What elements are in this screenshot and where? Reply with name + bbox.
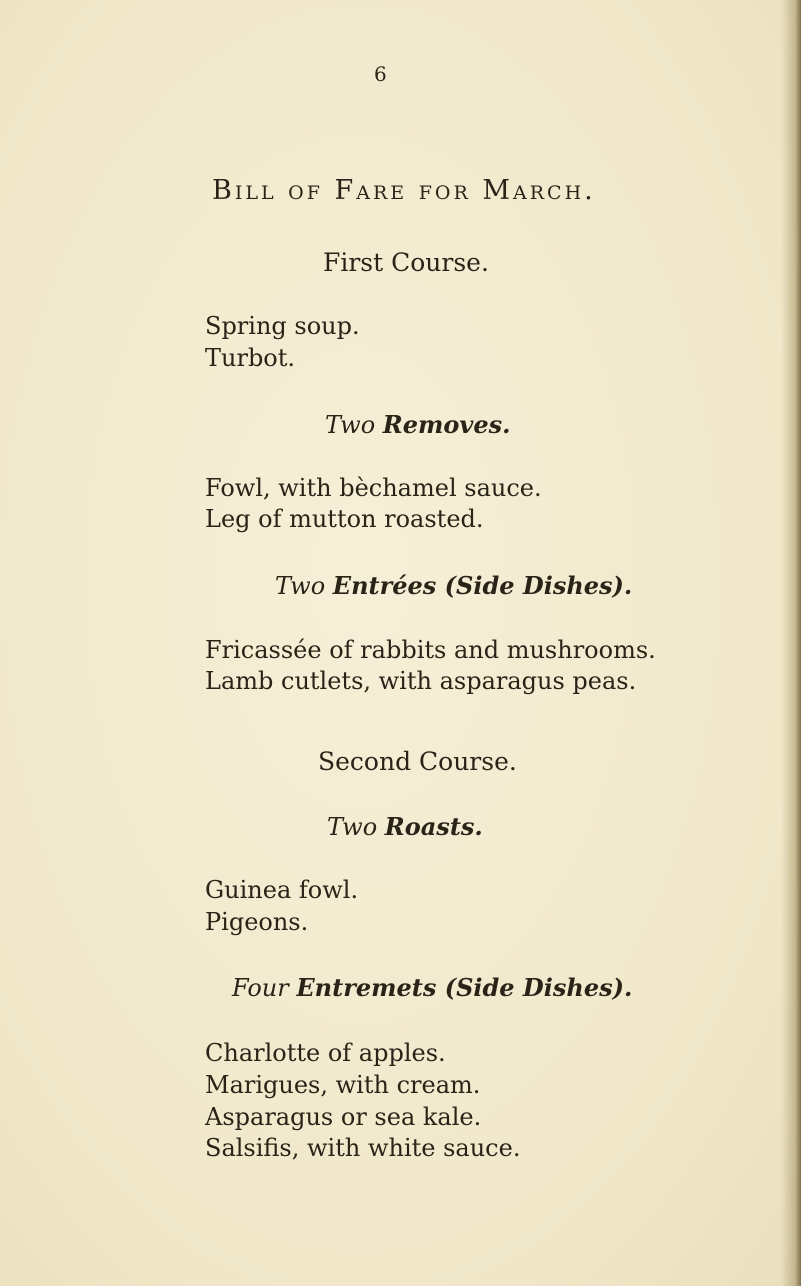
menu-item: Turbot. — [205, 344, 296, 372]
entrees-heading-prefix: Two — [275, 572, 326, 600]
second-course-heading: Second Course. — [318, 747, 517, 776]
entremets-heading-main: Entremets (Side Dishes). — [296, 973, 633, 1002]
menu-item: Pigeons. — [205, 908, 309, 936]
menu-item: Fowl, with bèchamel sauce. — [205, 474, 542, 502]
menu-item: Spring soup. — [205, 312, 360, 340]
menu-item: Charlotte of apples. — [205, 1039, 446, 1067]
menu-item: Salsifis, with white sauce. — [205, 1134, 521, 1162]
removes-heading — [325, 410, 511, 439]
menu-item: Lamb cutlets, with asparagus peas. — [205, 667, 637, 695]
page-edge-shadow — [781, 0, 801, 1286]
menu-item: Asparagus or sea kale. — [205, 1103, 482, 1131]
menu-item: Marigues, with cream. — [205, 1071, 481, 1099]
roasts-heading — [327, 812, 483, 841]
entremets-heading — [232, 973, 632, 1002]
roasts-heading-prefix: Two — [327, 813, 378, 841]
removes-heading-main: Removes. — [382, 410, 511, 439]
entremets-heading-prefix: Four — [232, 974, 289, 1002]
removes-heading-prefix: Two — [325, 411, 376, 439]
page-number: 6 — [374, 62, 387, 86]
menu-item: Fricassée of rabbits and mushrooms. — [205, 636, 656, 664]
menu-item: Guinea fowl. — [205, 876, 359, 904]
first-course-heading: First Course. — [323, 248, 489, 277]
entrees-heading — [275, 571, 632, 600]
roasts-heading-main: Roasts. — [384, 812, 483, 841]
menu-item: Leg of mutton roasted. — [205, 505, 484, 533]
entrees-heading-main: Entrées (Side Dishes). — [332, 571, 633, 600]
page-title: Bill of Fare for March. — [212, 175, 596, 206]
